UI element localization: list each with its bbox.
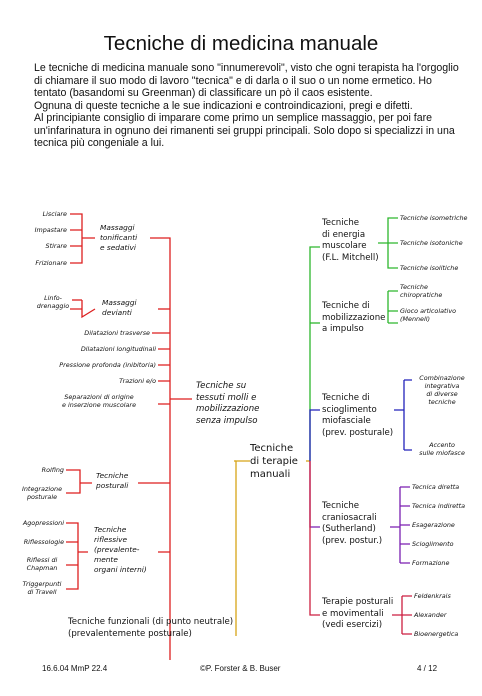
craniosacrali-connector-lines — [390, 487, 410, 563]
page-title: Tecniche di medicina manuale — [103, 32, 379, 55]
group-miofasciale-label: Tecniche di scioglimento miofasciale (prev. posturale) — [322, 393, 394, 438]
item-rolfing: Rolfing — [41, 466, 64, 474]
tecniche-riflessive-label: Tecniche riflessive (prevalente- mente organi interni) — [94, 525, 147, 574]
item-tecnica-indiretta: Tecnica indiretta — [412, 502, 465, 510]
item-bioenergetica: Bioenergetica — [414, 630, 459, 638]
massaggi-devianti-label: Massaggi devianti — [102, 298, 137, 317]
group-energia-label: Tecniche di energia muscolare (F.L. Mitchell) — [322, 218, 379, 263]
item-feldenkrais: Feldenkrais — [414, 592, 451, 600]
item-dilatazioni-trasverse: Dilatazioni trasverse — [84, 329, 150, 337]
item-esagerazione: Esagerazione — [412, 521, 455, 529]
item-frizionare: Frizionare — [35, 259, 67, 267]
item-tecniche-isotoniche: Tecniche isotoniche — [400, 239, 463, 247]
item-tecniche-chiropratiche: Tecniche chiropratiche — [400, 283, 443, 299]
intro-paragraph-2: Ognuna di queste tecniche a le sue indicazioni e controindicazioni, pregi e difetti. — [34, 99, 413, 112]
item-linfodrenaggio: Linfo- drenaggio — [36, 294, 70, 310]
item-dilatazioni-longitudinali: Dilatazioni longitudinali — [80, 345, 156, 353]
center-connector-lines — [234, 461, 250, 636]
left-tree-lines — [66, 214, 192, 660]
item-lisciare: Lisciare — [42, 210, 67, 218]
item-gioco-articolativo: Gioco articolativo (Mennell) — [400, 307, 457, 323]
diagram-connectors — [20, 205, 482, 660]
item-scioglimento: Scioglimento — [412, 540, 454, 548]
tecniche-posturali-label: Tecniche posturali — [96, 471, 129, 490]
group-posturali-label: Terapie posturali e movimentali (vedi esercizi) — [322, 597, 394, 630]
impulso-connector-lines — [388, 291, 398, 323]
item-alexander: Alexander — [414, 611, 447, 619]
intro-paragraph-1: Le tecniche di medicina manuale sono "innumerevoli", visto che ogni terapista ha l'orgoglio di chiamare il suo modo di lavoro "tecnica" e di darla o il suo o un nome ermetico. Ho tentato (basandomi su Greenman) di classificare un pò il caos esistente. — [34, 62, 459, 99]
miofasciale-connector-lines — [394, 380, 412, 450]
item-pressione-profonda: Pressione profonda (inibitoria) — [59, 361, 156, 369]
intro-text — [34, 62, 459, 150]
item-riflessologie: Riflessologie — [23, 538, 64, 546]
footer-copyright: ©P. Forster & B. Buser — [200, 664, 281, 673]
group-impulso-label: Tecniche di mobilizzazione a impulso — [322, 301, 386, 334]
footer-page-number: 4 / 12 — [417, 664, 438, 673]
footer-date: 16.6.04 MmP 22.4 — [42, 664, 108, 673]
item-tecniche-isolitiche: Tecniche isolitiche — [400, 264, 459, 272]
item-tecnica-diretta: Tecnica diretta — [412, 483, 460, 491]
item-formazione: Formazione — [412, 559, 450, 567]
group-craniosacrali-label: Tecniche craniosacrali (Sutherland) (prev. postur.) — [322, 501, 383, 546]
item-riflessi-chapman: Riflessi di Chapman — [26, 556, 58, 572]
tecniche-funzionali-label: Tecniche funzionali (di punto neutrale) (prevalentemente posturale) — [68, 617, 234, 639]
energia-connector-lines — [378, 218, 398, 268]
techniques-diagram — [20, 205, 482, 660]
item-separazioni: Separazioni di origine e inserzione muscolare — [61, 393, 136, 409]
item-combinazione-integrativa: Combinazione integrativa di diverse tecniche — [419, 374, 465, 406]
intro-paragraph-3: Al principiante consiglio di imparare come primo un semplice massaggio, per poi fare un'infarinatura in ognuno dei rimanenti sei gruppi principali. Solo dopo si specializzi in una tecnica più congeniale a lui. — [34, 112, 455, 149]
posturali-connector-lines — [392, 596, 412, 634]
item-accento-miofasce: Accento sulle miofasce — [419, 441, 465, 457]
massaggi-tonificanti-label: Massaggi tonificanti e sedativi — [100, 223, 138, 252]
item-stirare: Stirare — [45, 242, 67, 250]
item-integrazione-posturale: Integrazione posturale — [22, 485, 62, 501]
center-label: Tecniche di terapie manuali — [250, 443, 298, 480]
item-trazioni: Trazioni e/o — [119, 377, 156, 385]
item-tecniche-isometriche: Tecniche isometriche — [400, 214, 468, 222]
item-agopressioni: Agopressioni — [22, 519, 64, 527]
item-triggerpunti: Triggerpunti di Travell — [22, 580, 62, 596]
left-main-label: Tecniche su tessuti molli e mobilizzazione senza impulso — [196, 381, 260, 426]
item-impastare: Impastare — [34, 226, 67, 234]
